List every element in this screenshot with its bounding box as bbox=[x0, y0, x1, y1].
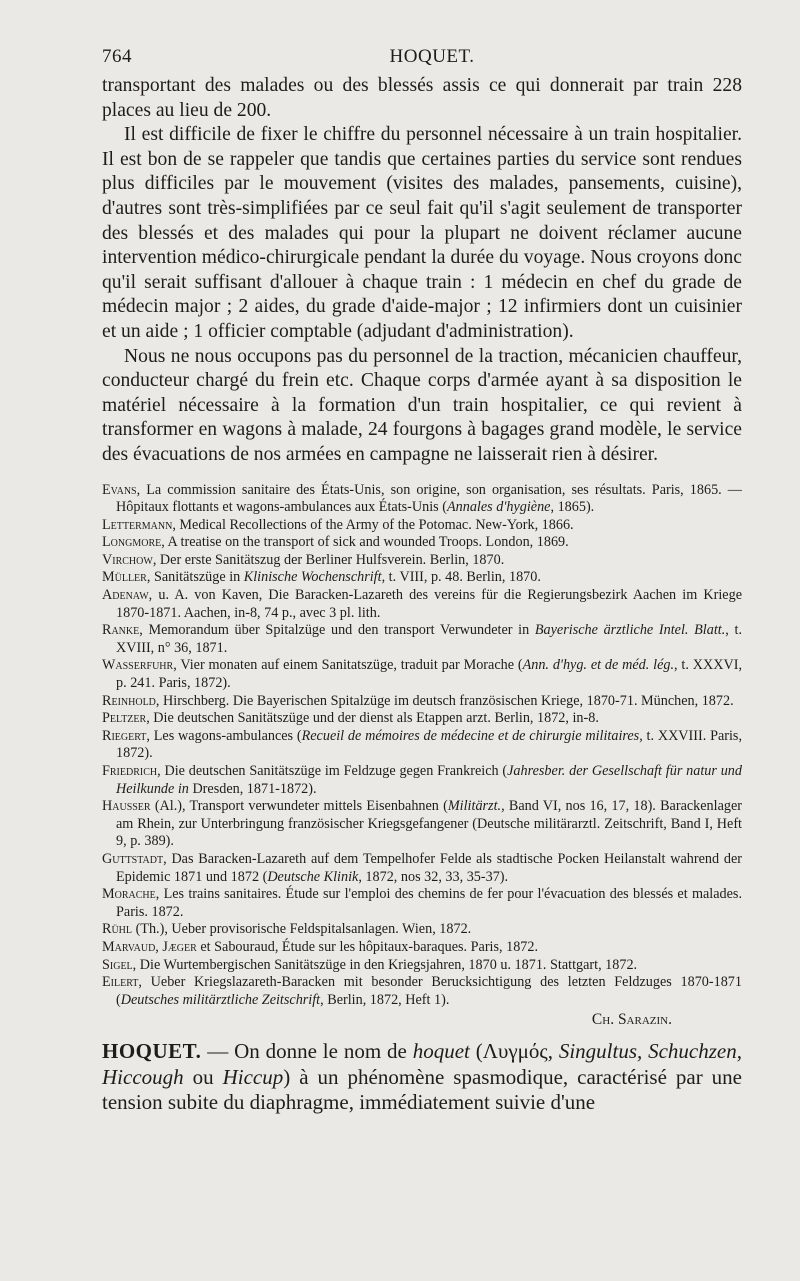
author-signature: Ch. Sarazin. bbox=[591, 1011, 672, 1029]
reference-item: Guttstadt, Das Baracken-Lazareth auf dem Tempelhofer Felde als stadtische Pocken Heilanstalt wahrend der Epidemic 1871 und 1872 (Deutsche Klinik, 1872, nos 32, 33, 35-37). bbox=[102, 850, 742, 885]
reference-item: Rühl (Th.), Ueber provisorische Feldspitalsanlagen. Wien, 1872. bbox=[102, 921, 472, 938]
running-header bbox=[102, 46, 642, 68]
reference-item: Peltzer, Die deutschen Sanitätszüge und der dienst als Etappen arzt. Berlin, 1872, in-8. bbox=[102, 710, 599, 727]
reference-item: Morache, Les trains sanitaires. Étude sur l'emploi des chemins de fer pour l'évacuation des blessés et malades. Paris. 1872. bbox=[102, 886, 742, 920]
reference-item: Adenaw, u. A. von Kaven, Die Baracken-Lazareth des vereins für die Regierungsbezirk Aachen im Kriege 1870-1871. Aachen, in-8, 74 p., avec 3 pl. lith. bbox=[102, 587, 742, 621]
paragraph: Il est difficile de fixer le chiffre du personnel nécessaire à un train hospitalier. Il est bon de se rappeler que tandis que certaines parties du service sont rendues plus difficiles par le mouvement (visites des malades, pansements, cuisine), d'autres sont très-simplifiées par ce seul fait qu'il s'agit seulement de transporter des blessés et des malades qui pour la plupart ne doivent réclamer aucune intervention médico-chirurgicale pendant la durée du voyage. Nous croyons donc qu'il serait suffisant d'allouer à chaque train : 1 médecin en chef du grade de médecin major ; 2 aides, du grade d'aide-major ; 12 infirmiers dont un cuisinier et un aide ; 1 officier comptable (adjudant d'administration). bbox=[102, 124, 742, 342]
reference-item: Ranke, Memorandum über Spitalzüge und den transport Verwundeter in Bayerische ärztliche Intel. Blatt., t. XVIII, n° 36, 1871. bbox=[102, 622, 742, 656]
reference-item: Virchow, Der erste Sanitätszug der Berliner Hulfsverein. Berlin, 1870. bbox=[102, 551, 505, 568]
reference-item: Longmore, A treatise on the transport of sick and wounded Troops. London, 1869. bbox=[102, 534, 569, 551]
reference-item: Eilert, Ueber Kriegslazareth-Baracken mit besonder Berucksichtigung des letzten Feldzuges 1870-1871 (Deutsches militärztliche Zeitschrift, Berlin, 1872, Heft 1). bbox=[102, 974, 742, 1008]
reference-item: Riegert, Les wagons-ambulances (Recueil de mémoires de médecine et de chirurgie militaires, t. XXVIII. Paris, 1872). bbox=[102, 727, 742, 762]
bibliography bbox=[102, 482, 742, 1010]
reference-item: Evans, La commission sanitaire des États-Unis, son origine, son organisation, ses résultats. Paris, 1865. — Hôpitaux flottants et wagons-ambulances aux États-Unis (Annales d'hygiène, 1865). bbox=[102, 481, 742, 516]
main-text bbox=[102, 74, 742, 468]
reference-item: Hausser (Al.), Transport verwundeter mittels Eisenbahnen (Militärzt., Band VI, nos 16, 17, 18). Barackenlager am Rhein, zur Unterbringung französischer Kriegsgefangener (Deutsche militärarztl. Zeitschrift, Band I, Heft 9, p. 389). bbox=[102, 798, 743, 850]
reference-item: Lettermann, Medical Recollections of the Army of the Potomac. New-York, 1866. bbox=[102, 516, 574, 533]
reference-item: Müller, Sanitätszüge in Klinische Wochenschrift, t. VIII, p. 48. Berlin, 1870. bbox=[102, 569, 541, 586]
paragraph: Nous ne nous occupons pas du personnel de la traction, mécanicien chauffeur, conducteur chargé du frein etc. Chaque corps d'armée ayant à sa disposition le matériel nécessaire à la formation d'un train hospitalier, ce qui revient à transformer en wagons à malade, 24 fourgons à bagages grand modèle, le service des évacuations de nos armées en campagne ne laisserait rien à désirer. bbox=[102, 345, 742, 465]
reference-item: Reinhold, Hirschberg. Die Bayerischen Spitalzüge im deutsch französischen Kriege, 1870-71. München, 1872. bbox=[102, 692, 734, 709]
page-number: 764 bbox=[102, 46, 132, 67]
paragraph: transportant des malades ou des blessés assis ce qui donnerait par train 228 places au lieu de 200. bbox=[102, 75, 742, 121]
reference-item: Marvaud, Jæger et Sabouraud, Étude sur les hôpitaux-baraques. Paris, 1872. bbox=[102, 938, 539, 955]
reference-item: Friedrich, Die deutschen Sanitätszüge im Feldzuge gegen Frankreich (Jahresber. der Gesellschaft für natur und Heilkunde in Dresden, 1871-1872). bbox=[102, 763, 742, 797]
dictionary-entry: HOQUET. — On donne le nom de hoquet (Λυγμός, Singultus, Schuchzen, Hiccough ou Hiccup) à un phénomène spasmodique, caractérisé par une tension subite du diaphragme, immédiatement suivie d'une bbox=[102, 1039, 743, 1115]
running-title: HOQUET. bbox=[389, 46, 475, 67]
entry-headword: HOQUET. bbox=[102, 1039, 202, 1064]
reference-item: Sigel, Die Wurtembergischen Sanitätszüge in den Kriegsjahren, 1870 u. 1871. Stattgart, 1872. bbox=[102, 956, 638, 973]
reference-item: Wasserfuhr, Vier monaten auf einem Sanitatszüge, traduit par Morache (Ann. d'hyg. et de méd. lég., t. XXXVI, p. 241. Paris, 1872). bbox=[102, 657, 742, 692]
